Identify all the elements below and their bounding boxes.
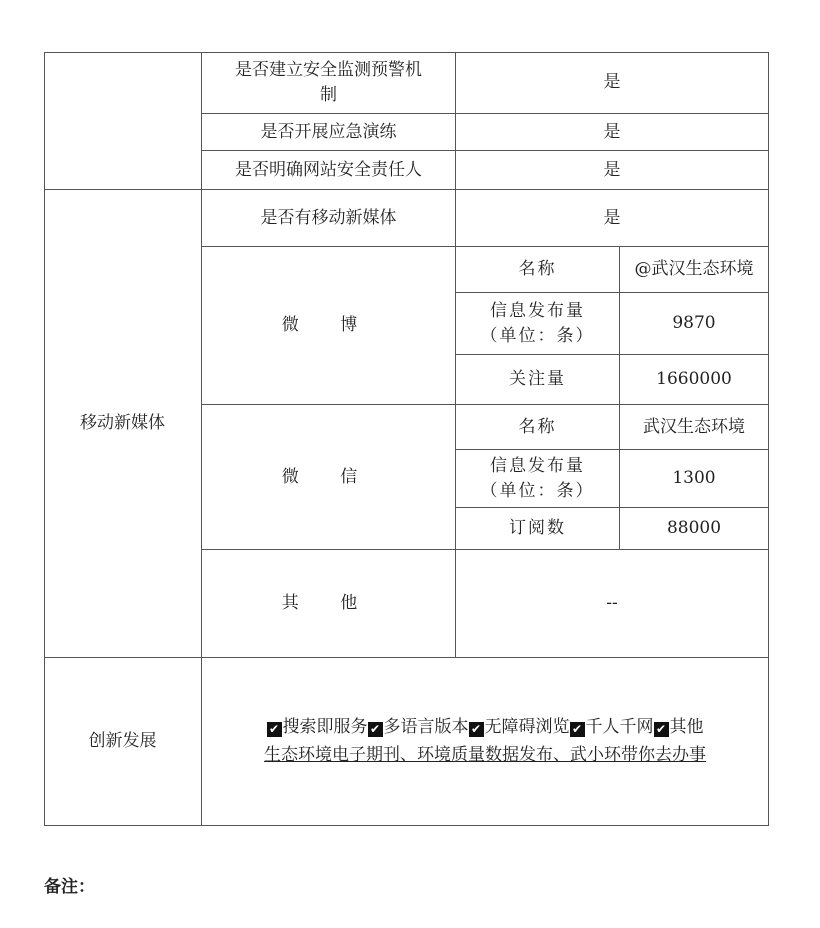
- wechat-subs-value-text: 88000: [666, 518, 722, 539]
- weibo-followers-value: [620, 355, 769, 405]
- option-multilingual: 多语言版本: [383, 717, 469, 738]
- innovation-other-detail: 生态环境电子期刊、环境质量数据发布、武小环带你去办事: [264, 744, 706, 765]
- wechat-subs-label: [456, 508, 620, 550]
- wechat-label: [202, 405, 456, 550]
- monitoring-value-text: 是: [603, 72, 621, 93]
- wechat-posts-label: [456, 450, 620, 508]
- mobile-section-label-text: 移动新媒体: [80, 413, 165, 434]
- innovation-options: [267, 714, 704, 741]
- weibo-name-label-text: 名称: [518, 259, 557, 280]
- other-label-text: 其 他: [281, 593, 376, 614]
- responsible-value-text: 是: [603, 159, 621, 180]
- innovation-label-text: 创新发展: [88, 731, 157, 752]
- wechat-subs-value: [620, 508, 769, 550]
- responsible-label: [202, 151, 456, 190]
- wechat-name-value: [620, 405, 769, 450]
- drill-label: [202, 114, 456, 151]
- monitoring-label-text: 是否建立安全监测预警机制: [235, 59, 422, 105]
- wechat-label-text: 微 信: [281, 466, 376, 487]
- checked-box-icon: ✔: [654, 722, 669, 737]
- weibo-posts-label-text: 信息发布量（单位：条）: [480, 300, 595, 346]
- security-section-cell: [44, 52, 202, 190]
- option-other: 其他: [669, 717, 704, 738]
- weibo-name-value: [620, 247, 769, 293]
- weibo-followers-label-text: 关注量: [509, 369, 566, 390]
- innovation-content: [202, 658, 769, 826]
- wechat-name-label: [456, 405, 620, 450]
- other-value-text: --: [606, 593, 618, 614]
- weibo-name-label: [456, 247, 620, 293]
- responsible-label-text: 是否明确网站安全责任人: [235, 159, 422, 180]
- innovation-label: [44, 658, 202, 826]
- drill-value-text: 是: [603, 121, 621, 142]
- wechat-subs-label-text: 订阅数: [509, 518, 566, 539]
- responsible-value: [456, 151, 769, 190]
- checked-box-icon: ✔: [570, 722, 585, 737]
- mobile-has-value-text: 是: [603, 207, 621, 228]
- weibo-posts-value: [620, 293, 769, 355]
- weibo-followers-value-text: 1660000: [656, 369, 732, 390]
- checked-box-icon: ✔: [368, 722, 383, 737]
- weibo-name-value-text: @武汉生态环境: [634, 259, 754, 280]
- weibo-label: [202, 247, 456, 405]
- mobile-has-label-text: 是否有移动新媒体: [260, 207, 397, 228]
- other-label: [202, 550, 456, 658]
- option-personalized: 千人千网: [585, 717, 654, 738]
- weibo-label-text: 微 博: [281, 315, 376, 336]
- wechat-name-label-text: 名称: [518, 416, 557, 437]
- wechat-posts-value: [620, 450, 769, 508]
- drill-value: [456, 114, 769, 151]
- other-value: [456, 550, 769, 658]
- mobile-has-label: [202, 190, 456, 247]
- drill-label-text: 是否开展应急演练: [260, 121, 397, 142]
- wechat-posts-label-text: 信息发布量（单位：条）: [480, 455, 595, 501]
- wechat-posts-value-text: 1300: [672, 468, 716, 489]
- checked-box-icon: ✔: [267, 722, 282, 737]
- remark-label: 备注：: [44, 877, 95, 897]
- weibo-posts-value-text: 9870: [672, 313, 716, 334]
- mobile-section-label: [44, 190, 202, 658]
- wechat-name-value-text: 武汉生态环境: [643, 416, 745, 437]
- monitoring-value: [456, 52, 769, 114]
- weibo-posts-label: [456, 293, 620, 355]
- monitoring-label: [202, 52, 456, 114]
- option-accessibility: 无障碍浏览: [484, 717, 570, 738]
- weibo-followers-label: [456, 355, 620, 405]
- option-search-service: 搜索即服务: [282, 717, 368, 738]
- mobile-has-value: [456, 190, 769, 247]
- checked-box-icon: ✔: [469, 722, 484, 737]
